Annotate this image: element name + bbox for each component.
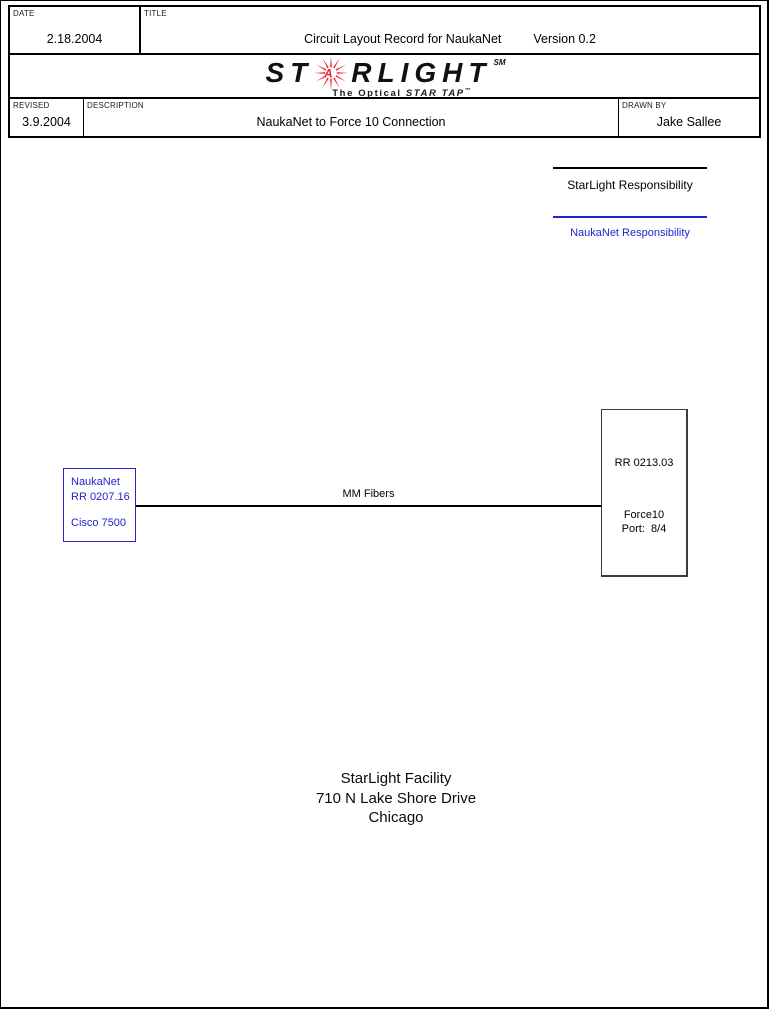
left-node-line3: Cisco 7500 — [71, 517, 127, 529]
title-value: Circuit Layout Record for NaukaNet — [304, 32, 502, 46]
naukanet-router-node — [63, 468, 136, 542]
revised-label: REVISED — [13, 101, 50, 110]
wordmark-prefix: ST — [265, 57, 314, 88]
logo-banner-row — [10, 55, 759, 99]
force10-switch-node — [601, 409, 688, 577]
drawn-by-value: Jake Sallee — [656, 115, 722, 129]
revised-value: 3.9.2004 — [22, 115, 71, 129]
title-block-table — [8, 5, 761, 138]
right-node-line2: Force10 — [623, 509, 665, 521]
facility-city: Chicago — [368, 809, 424, 826]
drawn-by-label: DRAWN BY — [622, 101, 667, 110]
starlight-responsibility-line — [553, 167, 707, 169]
fiber-connection-label: MM Fibers — [342, 488, 395, 500]
tagline-trademark: ™ — [464, 88, 471, 94]
starlight-responsibility-label: StarLight Responsibility — [567, 178, 693, 192]
description-label: DESCRIPTION — [87, 101, 144, 110]
title-label: TITLE — [144, 9, 167, 18]
right-node-line1: RR 0213.03 — [614, 457, 674, 469]
date-label: DATE — [13, 9, 35, 18]
drawn-by-cell — [619, 99, 759, 136]
description-value: NaukaNet to Force 10 Connection — [256, 115, 446, 129]
fiber-connection-line — [136, 505, 601, 507]
right-node-line3: Port: 8/4 — [621, 523, 667, 535]
logo-tagline — [332, 88, 470, 99]
service-mark: SM — [493, 58, 506, 67]
star-letter: A — [324, 67, 339, 81]
starburst-icon — [313, 55, 349, 91]
starlight-wordmark — [266, 55, 504, 91]
left-node-line2: RR 0207.16 — [71, 491, 130, 503]
facility-name: StarLight Facility — [340, 770, 452, 787]
title-version: Version 0.2 — [533, 32, 596, 46]
tagline-prefix: The Optical — [332, 88, 406, 99]
date-value: 2.18.2004 — [46, 32, 103, 46]
tagline-emphasis: STAR TAP — [405, 88, 465, 99]
title-block-row-1 — [10, 7, 759, 55]
date-cell — [10, 7, 141, 53]
title-block-row-3 — [10, 99, 759, 136]
wordmark-suffix: RLIGHT — [351, 57, 492, 88]
title-line — [141, 32, 759, 46]
title-cell — [141, 7, 759, 53]
facility-street: 710 N Lake Shore Drive — [315, 789, 477, 807]
starlight-logo — [266, 55, 504, 99]
left-node-line1: NaukaNet — [71, 476, 120, 488]
naukanet-responsibility-line — [553, 216, 707, 218]
facility-address — [246, 769, 546, 828]
naukanet-responsibility-label: NaukaNet Responsibility — [570, 227, 690, 239]
revised-cell — [10, 99, 84, 136]
description-cell — [84, 99, 619, 136]
